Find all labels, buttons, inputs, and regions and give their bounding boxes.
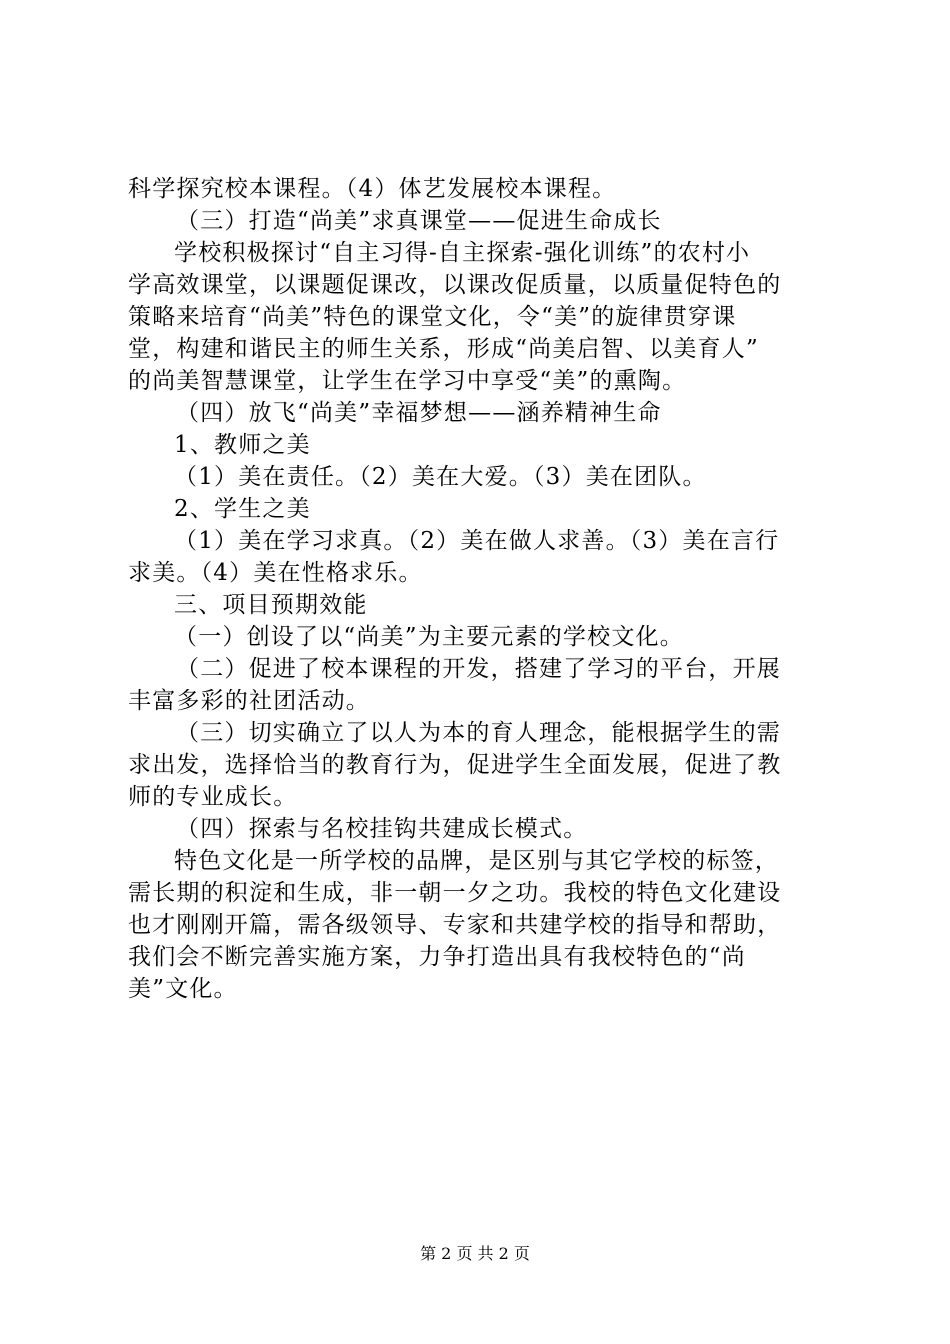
subsection-heading: 1、教师之美 [174,432,311,458]
body-line: 堂，构建和谐民主的师生关系，形成“尚美启智、以美育人” [128,336,759,362]
section-heading: 三、项目预期效能 [174,592,368,618]
page-number: 第 2 页 共 2 页 [420,1244,530,1263]
body-line: 学高效课堂，以课题促课改，以课改促质量，以质量促特色的 [128,272,782,298]
body-line: 学校积极探讨“自主习得-自主探索-强化训练”的农村小 [174,240,751,266]
body-line: 特色文化是一所学校的品牌，是区别与其它学校的标签， [174,848,779,874]
section-heading: （三）打造“尚美”求真课堂——促进生命成长 [176,208,662,234]
page-footer [0,1244,950,1264]
body-line: （二）促进了校本课程的开发，搭建了学习的平台，开展 [176,656,781,682]
body-line: 策略来培育“尚美”特色的课堂文化，令“美”的旋律贯穿课 [128,304,737,330]
body-line: （一）创设了以“尚美”为主要元素的学校文化。 [174,624,684,650]
body-line: （四）探索与名校挂钩共建成长模式。 [176,816,588,842]
subsection-heading: 2、学生之美 [174,496,311,522]
body-line: 师的专业成长。 [128,784,298,810]
body-line: 也才刚刚开篇，需各级领导、专家和共建学校的指导和帮助， [128,912,782,938]
body-line: 需长期的积淀和生成，非一朝一夕之功。我校的特色文化建设 [128,880,782,906]
section-heading: （四）放飞“尚美”幸福梦想——涵养精神生命 [176,400,662,426]
body-line: （1）美在责任。（2）美在大爱。（3）美在团队。 [174,464,707,490]
body-line: 科学探究校本课程。（4）体艺发展校本课程。 [128,176,617,202]
body-line: 的尚美智慧课堂，让学生在学习中享受“美”的熏陶。 [128,368,687,394]
body-line: 我们会不断完善实施方案，力争打造出具有我校特色的“尚 [128,944,746,970]
body-line: 求美。（4）美在性格求乐。 [128,560,423,586]
body-line: 求出发，选择恰当的教育行为，促进学生全面发展，促进了教 [128,752,782,778]
document-body [128,173,834,1005]
body-line: 丰富多彩的社团活动。 [128,688,370,714]
body-line: （1）美在学习求真。（2）美在做人求善。（3）美在言行 [174,528,780,554]
body-line: 美”文化。 [128,976,238,1002]
body-line: （三）切实确立了以人为本的育人理念，能根据学生的需 [176,720,781,746]
